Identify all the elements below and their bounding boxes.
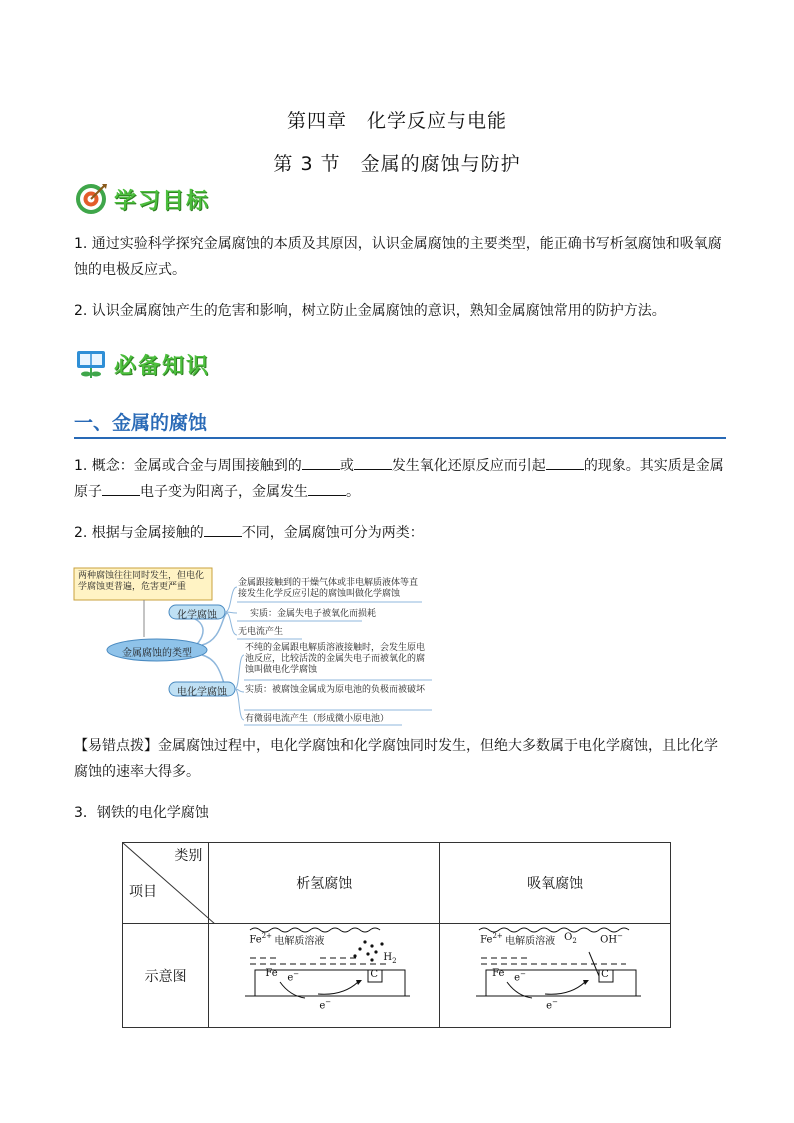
knowledge-banner [74, 347, 210, 381]
mindmap-chemical-item-2: 实质：金属失电子被氧化而损耗 [250, 609, 377, 619]
table-corner-top: 类别 [174, 848, 203, 864]
table-col-oxygen: 吸氧腐蚀 [440, 843, 671, 924]
hydrogen-solution-label: 电解质溶液 [274, 936, 325, 947]
mindmap-electro-item-3: 有微弱电流产生（形成微小原电池） [245, 714, 390, 724]
section-title: 第 3 节 金属的腐蚀与防护 [273, 153, 521, 175]
objectives-banner [74, 182, 210, 216]
table-row-label: 示意图 [123, 924, 209, 1028]
error-tip [74, 733, 726, 785]
hydrogen-metal-label: Fe [265, 968, 278, 979]
oxygen-electron-label-2: e− [546, 998, 558, 1012]
table-corner-cell [123, 843, 209, 924]
objective-1: 1. 通过实验科学探究金属腐蚀的本质及其原因，认识金属腐蚀的主要类型，能正确书写析氢腐蚀和吸氧腐蚀的电极反应式。 [74, 236, 722, 278]
oxygen-diagram-cell [440, 924, 671, 1028]
oxygen-ion-label: $Fe^{2+}$ [480, 932, 503, 946]
oxygen-cathode-label: C [601, 969, 609, 980]
answer-blank[interactable] [354, 455, 392, 470]
answer-blank[interactable] [546, 455, 584, 470]
mindmap-branch-electrochemical-label: 电化学腐蚀 [177, 687, 227, 698]
answer-blank[interactable] [308, 481, 346, 496]
table-corner-bottom: 项目 [129, 884, 157, 900]
objectives-banner-label: 学习目标 [114, 188, 211, 214]
mindmap-electro-item-1: 不纯的金属跟电解质溶液接触时，会发生原电池反应，比较活泼的金属失电子而被氧化的腐蚀叫做电化学腐蚀 [245, 643, 426, 675]
mindmap-electro-item-2: 实质：被腐蚀金属成为原电池的负极而被破坏 [245, 685, 426, 695]
oxygen-product-label: OH− [600, 932, 623, 946]
objective-2: 2. 认识金属腐蚀产生的危害和影响，树立防止金属腐蚀的意识，熟知金属腐蚀常用的防护方法。 [74, 303, 666, 319]
answer-blank[interactable] [102, 481, 140, 496]
hydrogen-cathode-label: C [370, 969, 378, 980]
answer-blank[interactable] [302, 455, 340, 470]
section-rule [74, 437, 726, 439]
mindmap-chemical-item-3: 无电流产生 [238, 627, 284, 637]
plant-book-icon [74, 347, 108, 381]
hydrogen-gas-label: $H_2$ [383, 952, 397, 965]
hydrogen-electron-label-1: e− [287, 970, 300, 984]
mindmap-branch-chemical-label: 化学腐蚀 [177, 610, 217, 621]
chapter-title: 第四章 化学反应与电能 [286, 110, 507, 132]
section3-title: 3．钢铁的电化学腐蚀 [74, 805, 209, 821]
classify-paragraph: 2. 根据与金属接触的 不同，金属腐蚀可分为两类： [74, 520, 726, 546]
mindmap-note: 两种腐蚀往往同时发生，但电化学腐蚀更普遍，危害更严重 [78, 571, 205, 592]
knowledge-banner-label: 必备知识 [114, 353, 211, 379]
oxygen-electron-label-1: e− [514, 970, 526, 984]
corrosion-table [122, 842, 671, 1028]
error-tip-tag: 【易错点拨】 [74, 738, 158, 754]
concept-paragraph: 1. 概念：金属或合金与周围接触到的 或 发生氧化还原反应而引起 的现象。其实质是金属原子 电子变为阳离子，金属发生 。 [74, 453, 726, 505]
error-tip-text: 金属腐蚀过程中，电化学腐蚀和化学腐蚀同时发生，但绝大多数属于电化学腐蚀，且比化学腐蚀的速率大得多。 [74, 738, 718, 780]
answer-blank[interactable] [204, 522, 242, 537]
oxygen-gas-label: $O_2$ [564, 932, 577, 945]
table-col-hydrogen: 析氢腐蚀 [209, 843, 440, 924]
section-heading: 一、金属的腐蚀 [74, 412, 208, 434]
hydrogen-electron-label-2: e− [319, 998, 332, 1012]
oxygen-metal-label: Fe [492, 968, 505, 979]
oxygen-solution-label: 电解质溶液 [505, 936, 556, 947]
mindmap-chemical-item-1: 金属跟接触到的干燥气体或非电解质液体等直接发生化学反应引起的腐蚀叫做化学腐蚀 [238, 578, 419, 599]
hydrogen-diagram-cell [209, 924, 440, 1028]
hydrogen-ion-label: $Fe^{2+}$ [249, 932, 272, 946]
mindmap-center-label: 金属腐蚀的类型 [122, 648, 192, 659]
target-icon [74, 182, 108, 216]
